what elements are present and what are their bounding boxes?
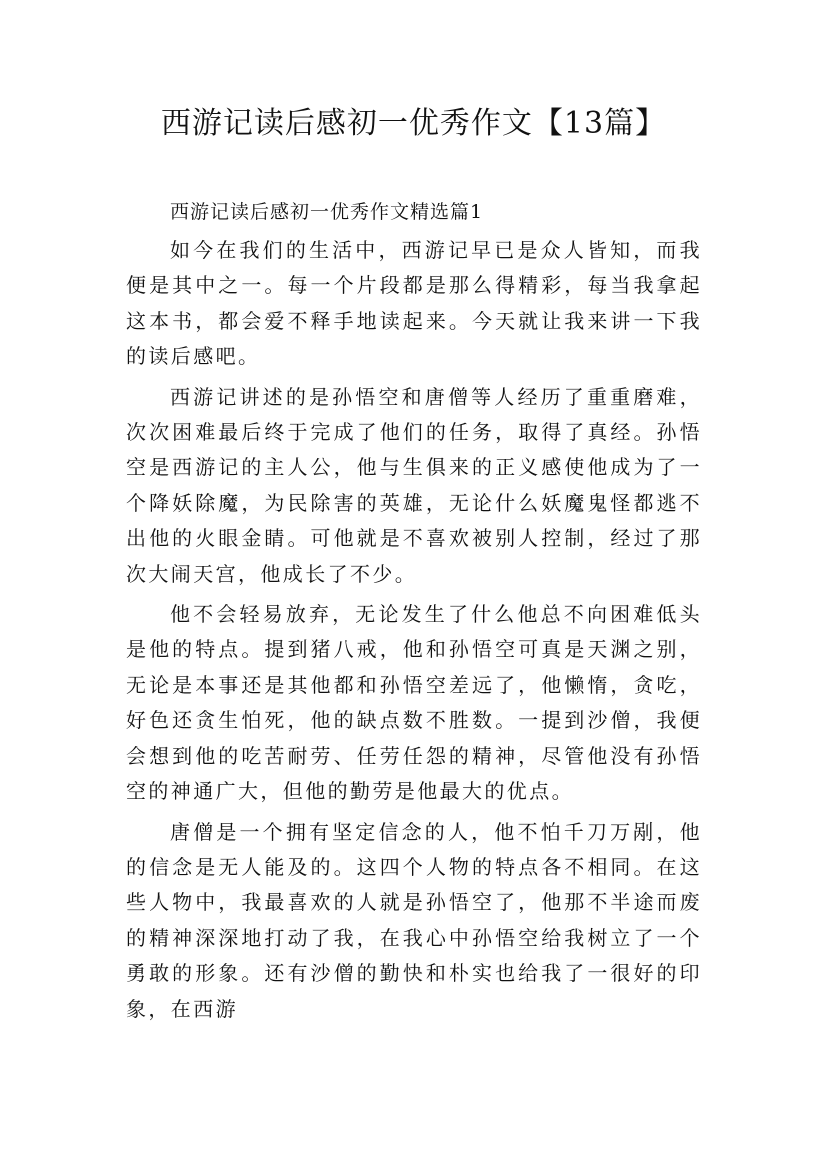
section-heading: 西游记读后感初一优秀作文精选篇1	[170, 201, 484, 223]
document-title: 西游记读后感初一优秀作文【13篇】	[160, 106, 667, 141]
paragraph: 唐僧是一个拥有坚定信念的人，他不怕千刀万剐，他的信念是无人能及的。这四个人物的特点各不相同。在这些人物中，我最喜欢的人就是孙悟空了，他那不半途而废的精神深深地打动了我，在我心中孙悟空给我树立了一个勇敢的形象。还有沙僧的勤快和朴实也给我了一很好的印象，在西游	[126, 819, 702, 1021]
document-body	[126, 196, 702, 1027]
paragraph: 如今在我们的生活中，西游记早已是众人皆知，而我便是其中之一。每一个片段都是那么得精彩，每当我拿起这本书，都会爱不释手地读起来。今天就让我来讲一下我的读后感吧。	[126, 238, 702, 369]
paragraph: 西游记讲述的是孙悟空和唐僧等人经历了重重磨难，次次困难最后终于完成了他们的任务，取得了真经。孙悟空是西游记的主人公，他与生俱来的正义感使他成为了一个降妖除魔，为民除害的英雄，无论什么妖魔鬼怪都逃不出他的火眼金睛。可他就是不喜欢被别人控制，经过了那次大闹天宫，他成长了不少。	[126, 384, 702, 586]
paragraph: 他不会轻易放弃，无论发生了什么他总不向困难低头是他的特点。提到猪八戒，他和孙悟空可真是天渊之别，无论是本事还是其他都和孙悟空差远了，他懒惰，贪吃，好色还贪生怕死，他的缺点数不胜数。一提到沙僧，我便会想到他的吃苦耐劳、任劳任怨的精神，尽管他没有孙悟空的神通广大，但他的勤劳是他最大的优点。	[126, 602, 702, 804]
